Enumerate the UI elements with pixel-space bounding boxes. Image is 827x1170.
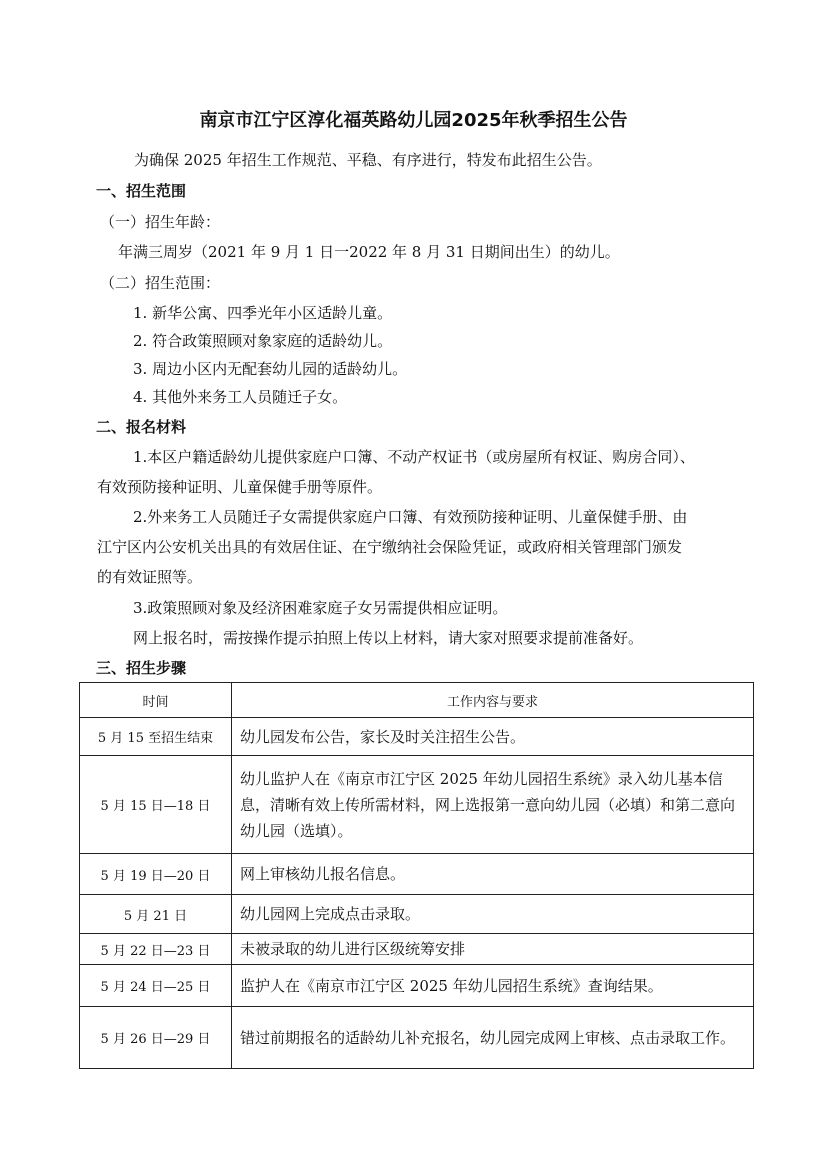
- table-cell-content: 网上审核幼儿报名信息。: [232, 854, 754, 895]
- table-cell-content: 幼儿园发布公告，家长及时关注招生公告。: [232, 718, 754, 756]
- range-item-4: 4. 其他外来务工人员随迁子女。: [133, 388, 348, 406]
- materials-p1-line2: 有效预防接种证明、儿童保健手册等原件。: [97, 478, 383, 496]
- section-heading-steps: 三、招生步骤: [96, 659, 187, 677]
- materials-p2-line3: 的有效证照等。: [97, 568, 203, 586]
- table-cell-time: 5 月 15 日—18 日: [80, 756, 232, 854]
- subsection-age-label: （一）招生年龄：: [100, 213, 221, 231]
- range-item-1: 1. 新华公寓、四季光年小区适龄儿童。: [133, 304, 393, 322]
- section-heading-materials: 二、报名材料: [96, 418, 187, 436]
- table-cell-content: 幼儿园网上完成点击录取。: [232, 895, 754, 934]
- table-row: [80, 965, 754, 1007]
- section-heading-scope: 一、招生范围: [96, 182, 187, 200]
- table-header-content: 工作内容与要求: [232, 683, 754, 718]
- materials-p1-line1: 1.本区户籍适龄幼儿提供家庭户口簿、不动产权证书（或房屋所有权证、购房合同）、: [133, 448, 695, 466]
- materials-note: 网上报名时，需按操作提示拍照上传以上材料，请大家对照要求提前准备好。: [133, 629, 644, 647]
- table-cell-time: 5 月 22 日—23 日: [80, 934, 232, 965]
- range-item-3: 3. 周边小区内无配套幼儿园的适龄幼儿。: [133, 360, 408, 378]
- age-requirement-text: 年满三周岁（2021 年 9 月 1 日一2022 年 8 月 31 日期间出生）的幼儿。: [118, 243, 620, 261]
- materials-p3: 3.政策照顾对象及经济困难家庭子女另需提供相应证明。: [133, 599, 508, 617]
- enrollment-steps-table: [79, 682, 754, 1069]
- table-row: [80, 1007, 754, 1069]
- subsection-range-label: （二）招生范围：: [100, 274, 221, 292]
- intro-paragraph: 为确保 2025 年招生工作规范、平稳、有序进行，特发布此招生公告。: [134, 151, 602, 169]
- materials-p2-line1: 2.外来务工人员随迁子女需提供家庭户口簿、有效预防接种证明、儿童保健手册、由: [133, 508, 688, 526]
- table-row: [80, 934, 754, 965]
- table-cell-time: 5 月 24 日—25 日: [80, 965, 232, 1007]
- page-title: 南京市江宁区淳化福英路幼儿园2025年秋季招生公告: [199, 110, 628, 131]
- table-cell-content: 错过前期报名的适龄幼儿补充报名，幼儿园完成网上审核、点击录取工作。: [232, 1007, 754, 1069]
- table-row: [80, 854, 754, 895]
- range-item-2: 2. 符合政策照顾对象家庭的适龄幼儿。: [133, 332, 393, 350]
- table-row: [80, 718, 754, 756]
- table-cell-time: 5 月 15 至招生结束: [80, 718, 232, 756]
- materials-p2-line2: 江宁区内公安机关出具的有效居住证、在宁缴纳社会保险凭证，或政府相关管理部门颁发: [97, 538, 683, 556]
- table-row: [80, 756, 754, 854]
- table-cell-time: 5 月 21 日: [80, 895, 232, 934]
- table-row: [80, 895, 754, 934]
- table-cell-content: 监护人在《南京市江宁区 2025 年幼儿园招生系统》查询结果。: [232, 965, 754, 1007]
- table-cell-content: 未被录取的幼儿进行区级统筹安排: [232, 934, 754, 965]
- table-header-row: [80, 683, 754, 718]
- table-cell-time: 5 月 19 日—20 日: [80, 854, 232, 895]
- table-header-time: 时间: [80, 683, 232, 718]
- table-cell-content: 幼儿监护人在《南京市江宁区 2025 年幼儿园招生系统》录入幼儿基本信息，清晰有效上传所需材料，网上选报第一意向幼儿园（必填）和第二意向幼儿园（选填）。: [232, 756, 754, 854]
- table-cell-time: 5 月 26 日—29 日: [80, 1007, 232, 1069]
